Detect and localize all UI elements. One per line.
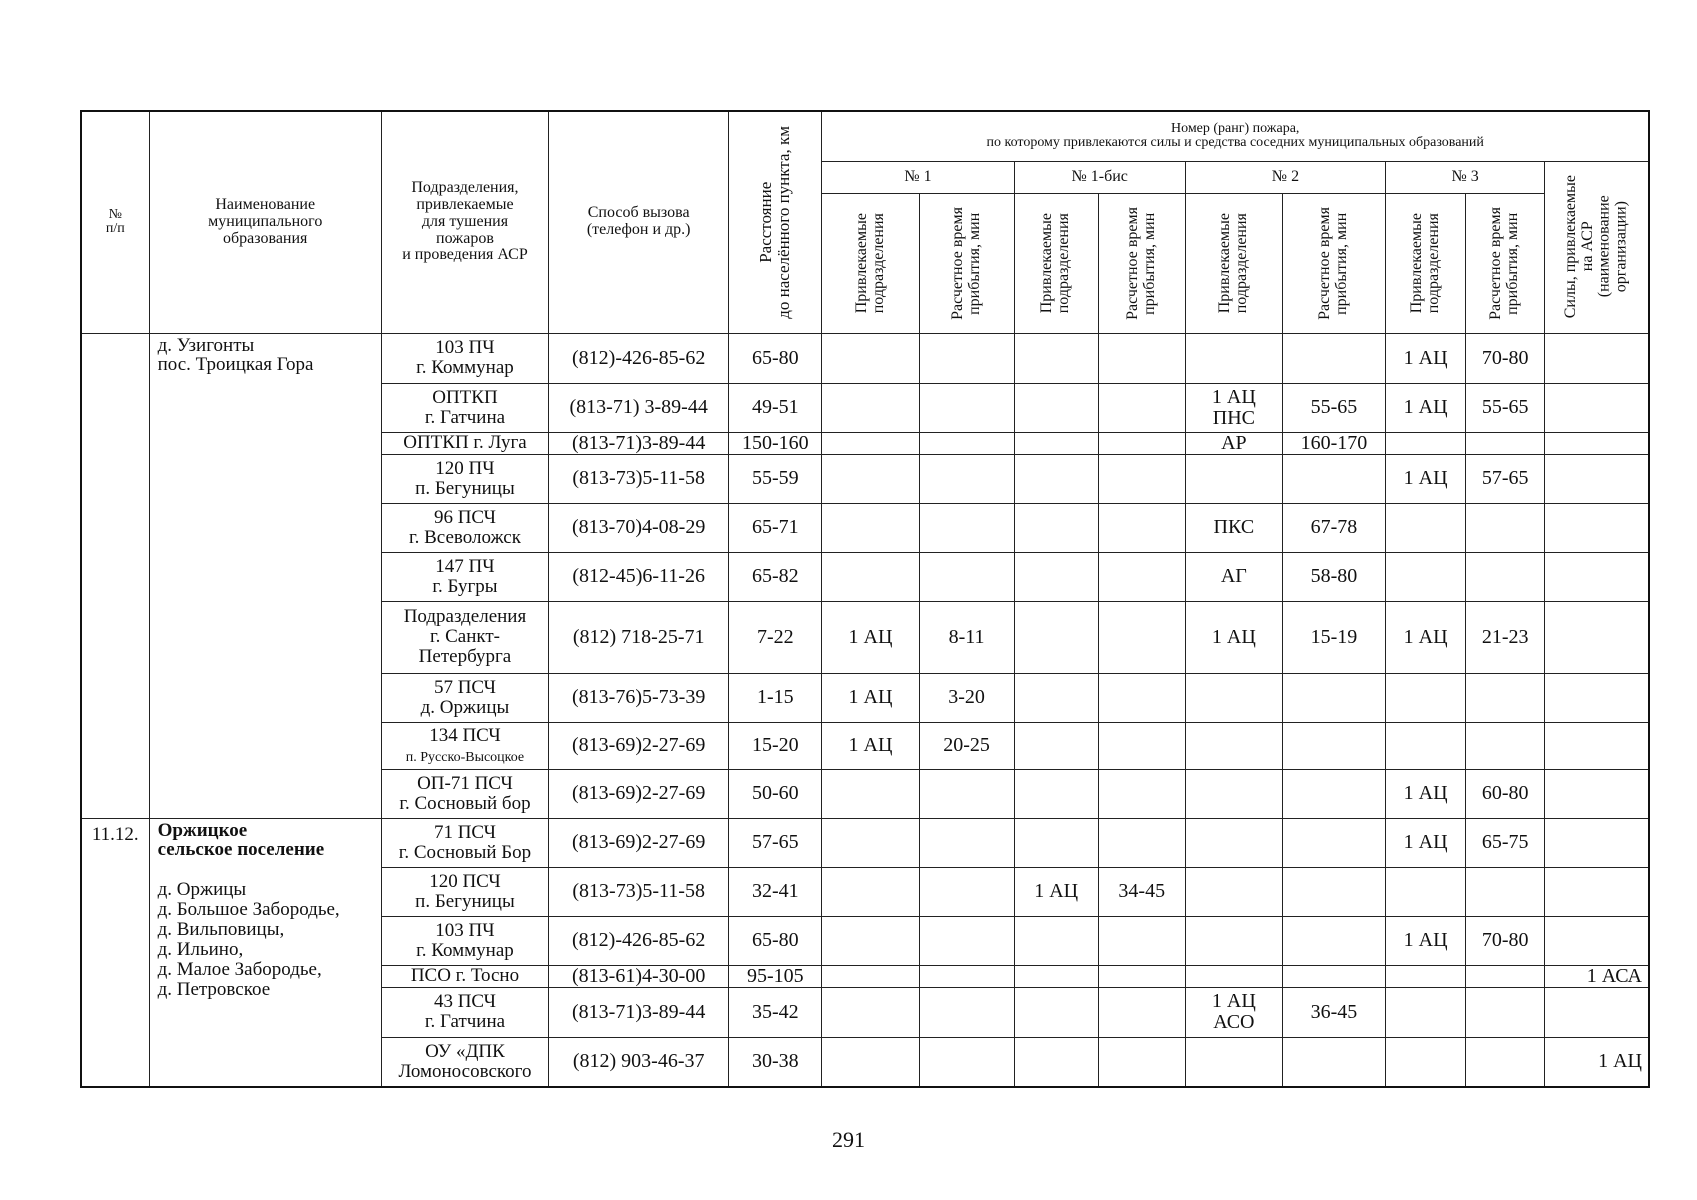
unit-name: 57 ПСЧ д. Оржицы: [420, 676, 510, 718]
cell-dist: 65-71: [729, 503, 822, 552]
header-asr: [1545, 161, 1649, 333]
page-number: 291: [832, 1127, 865, 1152]
header-rank-title: Номер (ранг) пожара, по которому привлекаются силы и средства соседних муниципальных образований: [822, 111, 1649, 161]
fire-forces-table: [80, 110, 1650, 1088]
cell-r2u: [1185, 333, 1282, 383]
cell-r1u: [822, 552, 919, 601]
cell-r2u: АР: [1185, 432, 1282, 454]
cell-r2t: [1282, 867, 1385, 916]
cell-dist: 150-160: [729, 432, 822, 454]
cell-rbt: [1098, 383, 1185, 432]
table-row: [81, 818, 1649, 867]
cell-rbu: [1014, 722, 1098, 769]
cell-phone: (813-61)4-30-00: [549, 965, 729, 987]
unit-cell: [381, 673, 548, 722]
cell-r3t: [1466, 965, 1545, 987]
cell-r1u: [822, 867, 919, 916]
cell-dist: 57-65: [729, 818, 822, 867]
cell-r3u: 1 АЦ: [1386, 818, 1466, 867]
unit-name: 103 ПЧ г. Коммунар: [416, 337, 514, 378]
unit-cell: [381, 987, 548, 1037]
cell-r3u: 1 АЦ: [1386, 454, 1466, 503]
cell-asr: [1545, 333, 1649, 383]
cell-r1t: [919, 454, 1014, 503]
cell-r3t: 21-23: [1466, 601, 1545, 673]
cell-rbu: [1014, 552, 1098, 601]
cell-rbu: [1014, 818, 1098, 867]
cell-rbu: [1014, 503, 1098, 552]
unit-cell: [381, 1037, 548, 1087]
header-r2-units: [1185, 193, 1282, 333]
header-r1-units: [822, 193, 919, 333]
cell-phone: (813-69)2-27-69: [549, 722, 729, 769]
cell-asr: [1545, 601, 1649, 673]
unit-cell: [381, 503, 548, 552]
header-num: № п/п: [81, 111, 149, 333]
cell-r3t: 60-80: [1466, 769, 1545, 818]
cell-r1t: [919, 818, 1014, 867]
header-distance: [729, 111, 822, 333]
cell-r3t: 57-65: [1466, 454, 1545, 503]
cell-r2t: 36-45: [1282, 987, 1385, 1037]
cell-rbt: [1098, 722, 1185, 769]
cell-phone: (813-71)3-89-44: [549, 432, 729, 454]
cell-r3t: [1466, 432, 1545, 454]
cell-dist: 35-42: [729, 987, 822, 1037]
cell-r3u: [1386, 987, 1466, 1037]
header-rb-units: [1014, 193, 1098, 333]
cell-rbt: [1098, 965, 1185, 987]
cell-r2t: [1282, 965, 1385, 987]
cell-r1t: 8-11: [919, 601, 1014, 673]
cell-r1t: [919, 965, 1014, 987]
cell-r3u: [1386, 722, 1466, 769]
cell-r3u: [1386, 867, 1466, 916]
cell-phone: (812) 903-46-37: [549, 1037, 729, 1087]
unit-name: ОПТКП г. Луга: [403, 432, 527, 454]
cell-phone: (813-73)5-11-58: [549, 867, 729, 916]
unit-cell: [381, 454, 548, 503]
cell-asr: [1545, 432, 1649, 454]
cell-asr: 1 АСА: [1545, 965, 1649, 987]
unit-name: ОПТКП г. Гатчина: [424, 386, 506, 428]
header-rb-time: [1098, 193, 1185, 333]
cell-r2t: [1282, 769, 1385, 818]
cell-r1t: [919, 916, 1014, 965]
cell-rbu: [1014, 601, 1098, 673]
unit-name: 120 ПСЧ п. Бегуницы: [415, 870, 515, 912]
cell-r2u: [1185, 818, 1282, 867]
cell-dist: 65-82: [729, 552, 822, 601]
cell-r1u: [822, 916, 919, 965]
cell-phone: (812)-426-85-62: [549, 333, 729, 383]
unit-cell: [381, 916, 548, 965]
unit-cell: [381, 601, 548, 673]
cell-asr: 1 АЦ: [1545, 1037, 1649, 1087]
cell-dist: 65-80: [729, 333, 822, 383]
header-r1-units-text: Привлекаемые подразделения: [852, 212, 887, 314]
cell-r1t: [919, 503, 1014, 552]
header-rank-2: № 2: [1185, 161, 1385, 193]
cell-rbt: [1098, 673, 1185, 722]
unit-cell: [381, 432, 548, 454]
cell-r3u: 1 АЦ: [1386, 769, 1466, 818]
cell-rbu: [1014, 769, 1098, 818]
cell-r2t: [1282, 333, 1385, 383]
cell-dist: 15-20: [729, 722, 822, 769]
cell-r3t: 70-80: [1466, 333, 1545, 383]
cell-r2u: [1185, 965, 1282, 987]
cell-r2u: [1185, 867, 1282, 916]
header-r2-units-text: Привлекаемые подразделения: [1216, 212, 1250, 314]
cell-rbu: [1014, 673, 1098, 722]
unit-name: 134 ПСЧ: [429, 724, 501, 746]
cell-phone: (812-45)6-11-26: [549, 552, 729, 601]
table-body: [81, 333, 1649, 1087]
cell-r1t: 3-20: [919, 673, 1014, 722]
cell-r2t: 15-19: [1282, 601, 1385, 673]
cell-r2u: 1 АЦ: [1185, 601, 1282, 673]
cell-r2t: [1282, 916, 1385, 965]
cell-r1u: [822, 432, 919, 454]
cell-dist: 95-105: [729, 965, 822, 987]
cell-asr: [1545, 769, 1649, 818]
table-row: [81, 333, 1649, 383]
unit-name: 43 ПСЧ г. Гатчина: [424, 991, 506, 1032]
cell-r2t: [1282, 1037, 1385, 1087]
cell-r1t: 20-25: [919, 722, 1014, 769]
unit-location-small: п. Русско-Высоцкое: [405, 749, 525, 765]
cell-rbt: [1098, 454, 1185, 503]
cell-r2t: 67-78: [1282, 503, 1385, 552]
cell-r1u: [822, 1037, 919, 1087]
cell-r1t: [919, 769, 1014, 818]
cell-rbt: [1098, 818, 1185, 867]
cell-dist: 7-22: [729, 601, 822, 673]
cell-phone: (813-71)3-89-44: [549, 987, 729, 1037]
header-r3-time-text: Расчетное время прибытия, мин: [1487, 206, 1522, 320]
cell-r1u: [822, 769, 919, 818]
cell-r3u: [1386, 1037, 1466, 1087]
unit-name: 96 ПСЧ г. Всеволожск: [408, 506, 521, 548]
cell-asr: [1545, 818, 1649, 867]
cell-rbu: [1014, 383, 1098, 432]
cell-r1t: [919, 867, 1014, 916]
header-r3-time: [1466, 193, 1545, 333]
cell-r3u: 1 АЦ: [1386, 601, 1466, 673]
cell-r3t: 70-80: [1466, 916, 1545, 965]
cell-r2u: АГ: [1185, 552, 1282, 601]
cell-asr: [1545, 454, 1649, 503]
header-units: Подразделения, привлекаемые для тушения пожаров и проведения АСР: [381, 111, 548, 333]
unit-name: 120 ПЧ п. Бегуницы: [415, 457, 515, 499]
cell-r2t: 55-65: [1282, 383, 1385, 432]
cell-r3u: [1386, 965, 1466, 987]
cell-r3t: [1466, 673, 1545, 722]
cell-rbu: [1014, 432, 1098, 454]
unit-cell: [381, 867, 548, 916]
cell-r1t: [919, 552, 1014, 601]
cell-rbu: [1014, 1037, 1098, 1087]
unit-cell: [381, 769, 548, 818]
cell-rbt: [1098, 503, 1185, 552]
cell-r2t: [1282, 673, 1385, 722]
header-r1-time-text: Расчетное время прибытия, мин: [948, 206, 983, 320]
cell-r1u: [822, 987, 919, 1037]
cell-asr: [1545, 673, 1649, 722]
cell-rbt: [1098, 552, 1185, 601]
unit-cell: [381, 333, 548, 383]
cell-rbt: [1098, 601, 1185, 673]
cell-asr: [1545, 867, 1649, 916]
header-rb-time-text: Расчетное время прибытия, мин: [1123, 206, 1158, 320]
cell-r1u: 1 АЦ: [822, 722, 919, 769]
municipality-cell: [149, 333, 381, 818]
cell-rbt: [1098, 333, 1185, 383]
cell-r3t: [1466, 503, 1545, 552]
header-r2-time-text: Расчетное время прибытия, мин: [1316, 206, 1350, 320]
cell-r1u: 1 АЦ: [822, 673, 919, 722]
cell-r1u: [822, 454, 919, 503]
cell-r2t: 58-80: [1282, 552, 1385, 601]
unit-name: ОП-71 ПСЧ г. Сосновый бор: [399, 772, 531, 814]
cell-phone: (812) 718-25-71: [549, 601, 729, 673]
unit-cell: [381, 552, 548, 601]
cell-rbt: 34-45: [1098, 867, 1185, 916]
cell-r3u: 1 АЦ: [1386, 383, 1466, 432]
cell-dist: 55-59: [729, 454, 822, 503]
unit-name: ПСО г. Тосно: [410, 965, 520, 987]
row-number: [81, 333, 149, 818]
cell-r2t: [1282, 722, 1385, 769]
cell-phone: (813-70)4-08-29: [549, 503, 729, 552]
cell-dist: 49-51: [729, 383, 822, 432]
cell-asr: [1545, 916, 1649, 965]
unit-cell: [381, 818, 548, 867]
cell-phone: (813-69)2-27-69: [549, 818, 729, 867]
header-distance-text: Расстояние до населённого пункта, км: [756, 125, 794, 319]
cell-asr: [1545, 552, 1649, 601]
unit-name: 71 ПСЧ г. Сосновый Бор: [398, 821, 532, 863]
cell-r2u: [1185, 1037, 1282, 1087]
unit-cell: [381, 965, 548, 987]
cell-dist: 50-60: [729, 769, 822, 818]
cell-r2t: [1282, 818, 1385, 867]
cell-r3t: [1466, 987, 1545, 1037]
unit-name: 103 ПЧ г. Коммунар: [416, 919, 514, 961]
cell-r1u: [822, 333, 919, 383]
header-rank-1: № 1: [822, 161, 1014, 193]
cell-r1u: [822, 965, 919, 987]
cell-dist: 65-80: [729, 916, 822, 965]
row-number: 11.12.: [81, 818, 149, 1087]
cell-dist: 1-15: [729, 673, 822, 722]
cell-r1t: [919, 383, 1014, 432]
unit-name: ОУ «ДПК Ломоносовского: [398, 1040, 532, 1082]
cell-r2t: 160-170: [1282, 432, 1385, 454]
cell-phone: (813-73)5-11-58: [549, 454, 729, 503]
header-rank-3: № 3: [1386, 161, 1545, 193]
cell-r2u: [1185, 769, 1282, 818]
cell-rbu: 1 АЦ: [1014, 867, 1098, 916]
unit-cell: [381, 383, 548, 432]
municipality-cell: [149, 818, 381, 1087]
cell-r3t: [1466, 722, 1545, 769]
cell-r3u: [1386, 503, 1466, 552]
cell-rbt: [1098, 432, 1185, 454]
cell-r3u: 1 АЦ: [1386, 916, 1466, 965]
header-r1-time: [919, 193, 1014, 333]
cell-dist: 32-41: [729, 867, 822, 916]
cell-phone: (812)-426-85-62: [549, 916, 729, 965]
cell-rbu: [1014, 454, 1098, 503]
unit-cell: [381, 722, 548, 769]
cell-r1u: [822, 818, 919, 867]
cell-r1t: [919, 432, 1014, 454]
cell-r3t: 65-75: [1466, 818, 1545, 867]
cell-r1u: [822, 503, 919, 552]
cell-r3t: [1466, 552, 1545, 601]
cell-asr: [1545, 503, 1649, 552]
cell-r2u: 1 АЦ ПНС: [1185, 383, 1282, 432]
cell-r2t: [1282, 454, 1385, 503]
header-call: Способ вызова (телефон и др.): [549, 111, 729, 333]
cell-rbu: [1014, 987, 1098, 1037]
cell-r2u: [1185, 916, 1282, 965]
cell-rbu: [1014, 333, 1098, 383]
header-municipality: Наименование муниципального образования: [149, 111, 381, 333]
cell-r3u: 1 АЦ: [1386, 333, 1466, 383]
header-rb-units-text: Привлекаемые подразделения: [1038, 212, 1073, 314]
cell-r3t: [1466, 1037, 1545, 1087]
cell-r3u: [1386, 673, 1466, 722]
cell-r3t: [1466, 867, 1545, 916]
unit-name: 147 ПЧ г. Бугры: [432, 555, 498, 597]
unit-name: Подразделения г. Санкт- Петербурга: [403, 606, 527, 667]
cell-rbu: [1014, 916, 1098, 965]
cell-r2u: [1185, 454, 1282, 503]
settlement-list: д. Узигонты пос. Троицкая Гора: [157, 334, 314, 376]
cell-dist: 30-38: [729, 1037, 822, 1087]
cell-asr: [1545, 383, 1649, 432]
cell-r1t: [919, 987, 1014, 1037]
cell-r1t: [919, 1037, 1014, 1087]
header-r3-units-text: Привлекаемые подразделения: [1407, 212, 1442, 314]
cell-r2u: [1185, 722, 1282, 769]
cell-r3t: 55-65: [1466, 383, 1545, 432]
settlement-list: д. Оржицы д. Большое Забородье, д. Вильповицы, д. Ильино, д. Малое Забородье, д. Петровское: [157, 879, 340, 1001]
cell-phone: (813-69)2-27-69: [549, 769, 729, 818]
header-r2-time: [1282, 193, 1385, 333]
municipality-name: Оржицкое сельское поселение: [157, 819, 325, 861]
cell-rbt: [1098, 916, 1185, 965]
cell-r2u: 1 АЦ АСО: [1185, 987, 1282, 1037]
cell-r1u: 1 АЦ: [822, 601, 919, 673]
cell-asr: [1545, 987, 1649, 1037]
cell-r2u: [1185, 673, 1282, 722]
cell-asr: [1545, 722, 1649, 769]
cell-r3u: [1386, 552, 1466, 601]
header-r3-units: [1386, 193, 1466, 333]
cell-r1u: [822, 383, 919, 432]
cell-r3u: [1386, 432, 1466, 454]
cell-rbt: [1098, 1037, 1185, 1087]
cell-rbu: [1014, 965, 1098, 987]
cell-r1t: [919, 333, 1014, 383]
cell-rbt: [1098, 769, 1185, 818]
header-rank-1bis: № 1-бис: [1014, 161, 1185, 193]
cell-rbt: [1098, 987, 1185, 1037]
header-asr-text: Силы, привлекаемые на АСР (наименование организации): [1562, 175, 1630, 319]
cell-phone: (813-76)5-73-39: [549, 673, 729, 722]
cell-r2u: ПКС: [1185, 503, 1282, 552]
cell-phone: (813-71) 3-89-44: [549, 383, 729, 432]
